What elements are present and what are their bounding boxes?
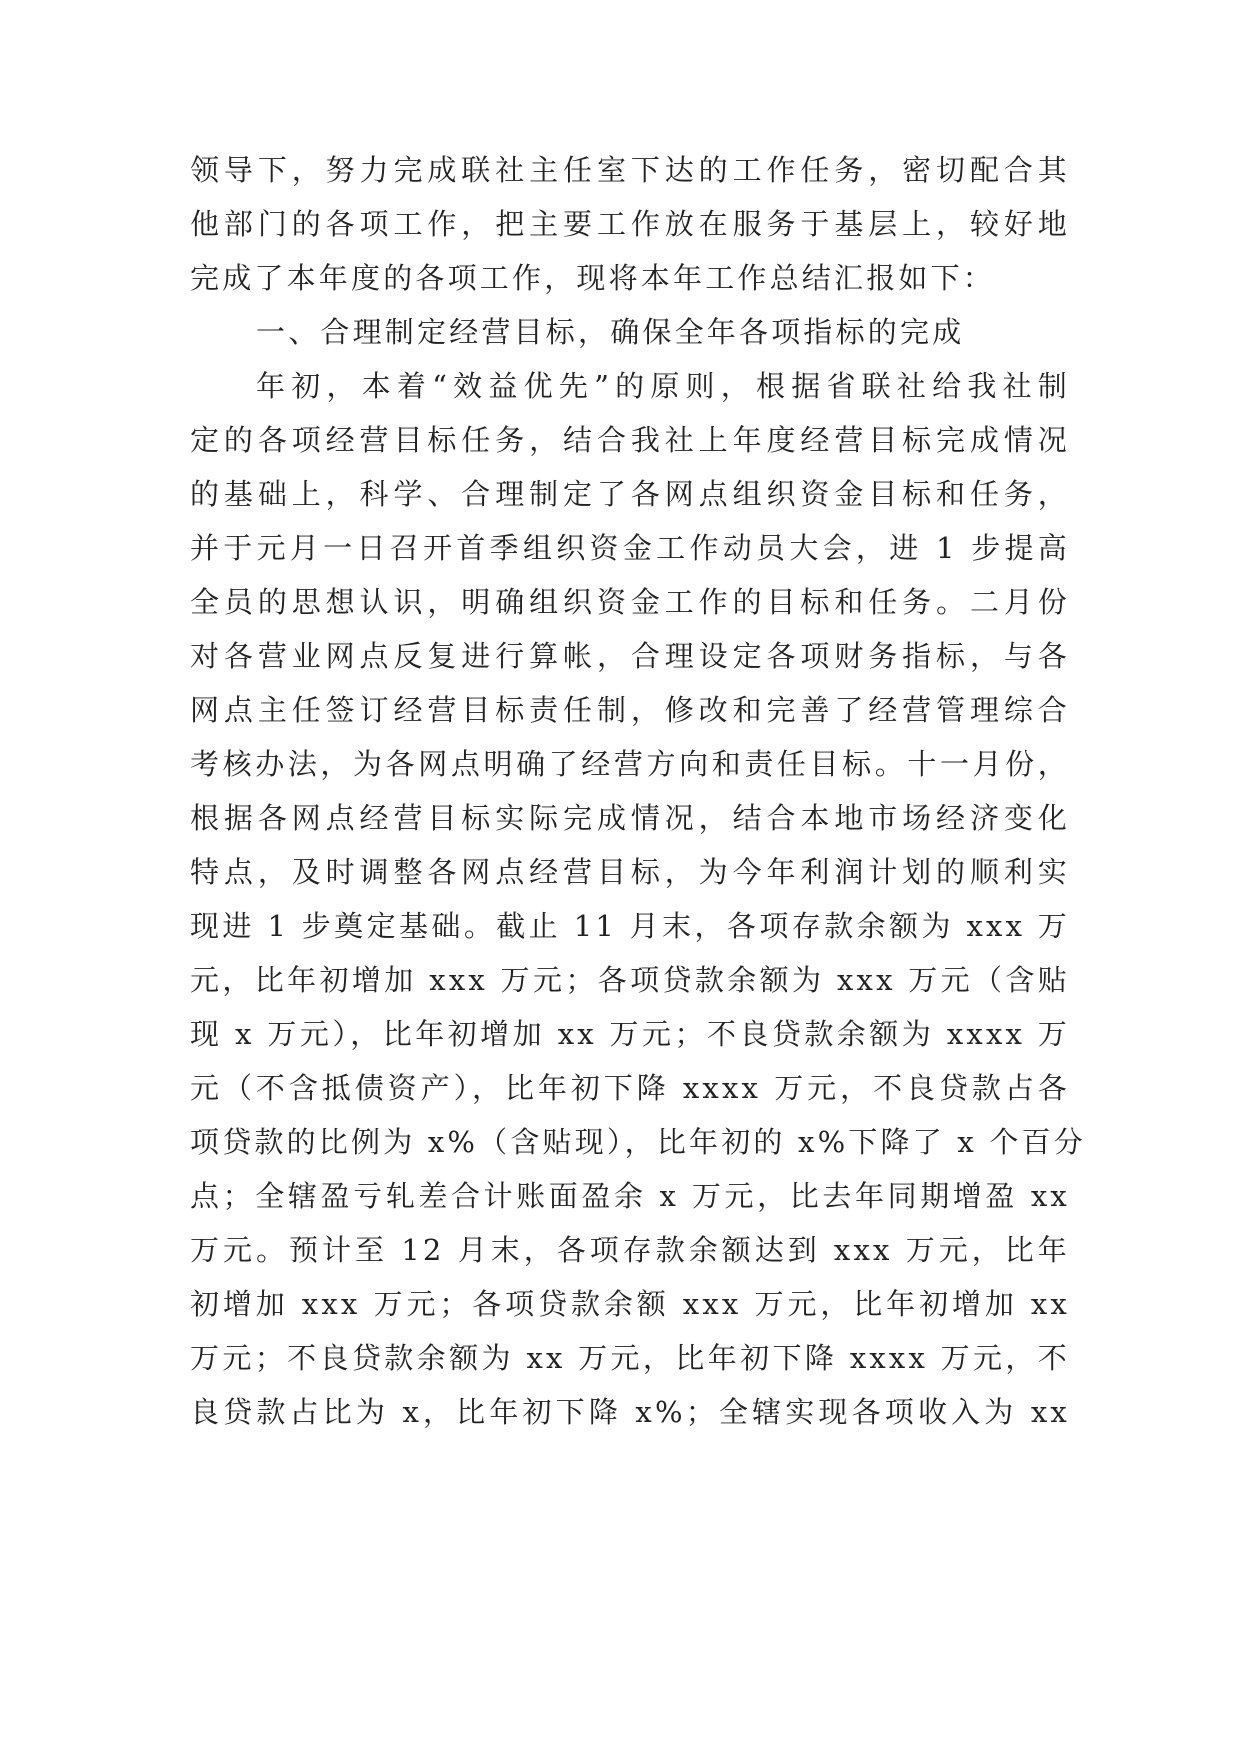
text-line: 全员的思想认识，明确组织资金工作的目标和任务。二月份 <box>190 585 1070 619</box>
text-line: 根据各网点经营目标实际完成情况，结合本地市场经济变化 <box>190 801 1070 835</box>
text-line: 现进 1 步奠定基础。截止 11 月末，各项存款余额为 xxx 万 <box>190 909 1070 943</box>
text-line: 点；全辖盈亏轧差合计账面盈余 x 万元，比去年同期增盈 xx <box>190 1179 1070 1213</box>
text-line: 并于元月一日召开首季组织资金工作动员大会，进 1 步提高 <box>190 531 1070 565</box>
text-line: 万元；不良贷款余额为 xx 万元，比年初下降 xxxx 万元，不 <box>190 1341 1070 1375</box>
text-line: 定的各项经营目标任务，结合我社上年度经营目标完成情况 <box>190 423 1070 457</box>
text-line: 年初，本着“效益优先”的原则，根据省联社给我社制 <box>256 369 1070 403</box>
text-line: 特点，及时调整各网点经营目标，为今年利润计划的顺利实 <box>190 855 1070 889</box>
text-line: 现 x 万元），比年初增加 xx 万元；不良贷款余额为 xxxx 万 <box>190 1017 1070 1051</box>
text-line: 元（不含抵债资产），比年初下降 xxxx 万元，不良贷款占各 <box>190 1071 1070 1105</box>
body-text <box>190 143 1086 1439</box>
text-line: 项贷款的比例为 x%（含贴现），比年初的 x%下降了 x 个百分 <box>190 1125 1086 1159</box>
text-line: 初增加 xxx 万元；各项贷款余额 xxx 万元，比年初增加 xx <box>190 1287 1070 1321</box>
text-line: 领导下，努力完成联社主任室下达的工作任务，密切配合其 <box>190 153 1070 187</box>
text-line: 的基础上，科学、合理制定了各网点组织资金目标和任务， <box>190 477 1070 511</box>
text-line: 考核办法，为各网点明确了经营方向和责任目标。十一月份， <box>190 747 1070 781</box>
section-heading: 一、合理制定经营目标，确保全年各项指标的完成 <box>256 315 965 349</box>
text-line: 良贷款占比为 x，比年初下降 x%；全辖实现各项收入为 xx <box>190 1395 1070 1429</box>
text-line: 元，比年初增加 xxx 万元；各项贷款余额为 xxx 万元（含贴 <box>190 963 1070 997</box>
text-line: 对各营业网点反复进行算帐，合理设定各项财务指标，与各 <box>190 639 1070 673</box>
text-line: 完成了本年度的各项工作，现将本年工作总结汇报如下： <box>190 261 996 295</box>
text-line: 网点主任签订经营目标责任制，修改和完善了经营管理综合 <box>190 693 1070 727</box>
text-line: 万元。预计至 12 月末，各项存款余额达到 xxx 万元，比年 <box>190 1233 1070 1267</box>
text-line: 他部门的各项工作，把主要工作放在服务于基层上，较好地 <box>190 207 1070 241</box>
